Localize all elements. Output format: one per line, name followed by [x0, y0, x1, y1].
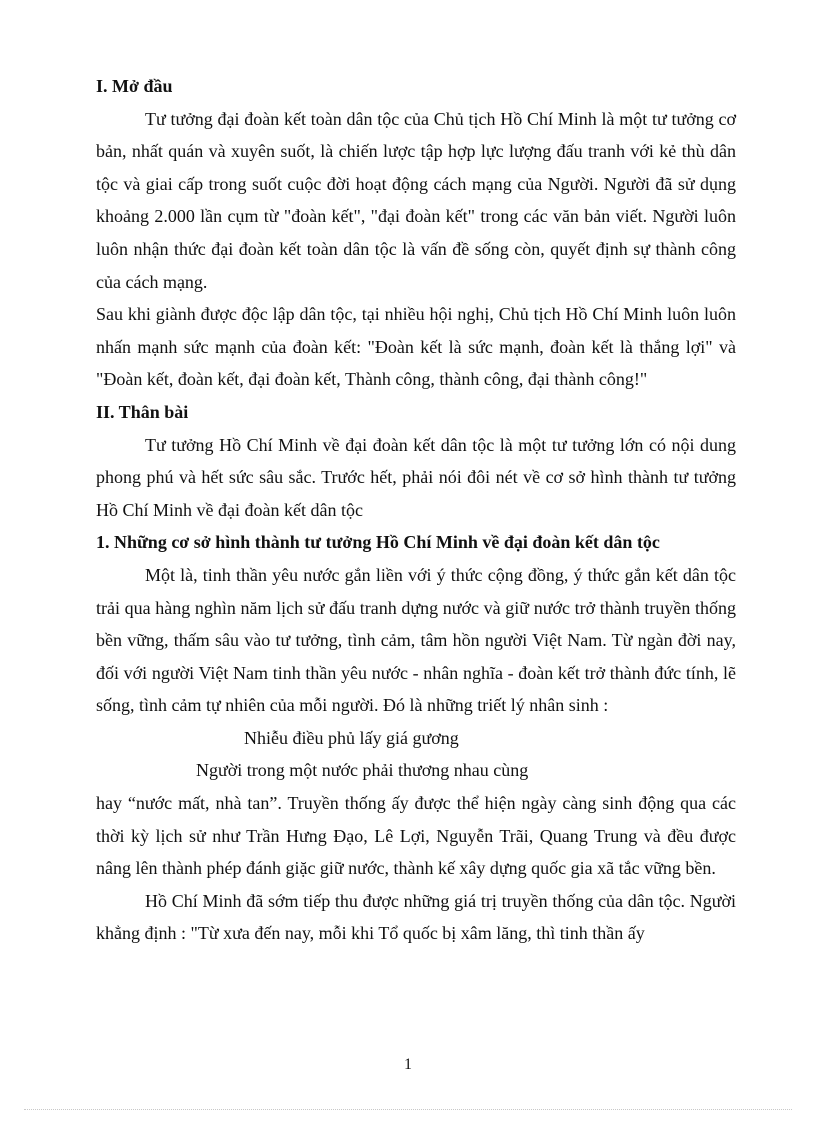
paragraph-intro-1: Tư tưởng đại đoàn kết toàn dân tộc của Chủ tịch Hồ Chí Minh là một tư tưởng cơ bản, nhất quán và xuyên suốt, là chiến lược tập hợp lực lượng đấu tranh với kẻ thù dân tộc và giai cấp trong suốt cuộc đời hoạt động cách mạng của Người. Người đã sử dụng khoảng 2.000 lần cụm từ "đoàn kết", "đại đoàn kết" trong các văn bản viết. Người luôn luôn nhận thức đại đoàn kết toàn dân tộc là vấn đề sống còn, quyết định sự thành công của cách mạng. — [96, 108, 736, 292]
paragraph-section-1-3: Hồ Chí Minh đã sớm tiếp thu được những giá trị truyền thống của dân tộc. Người khẳng định : "Từ xưa đến nay, mỗi khi Tổ quốc bị xâm lăng, thì tinh thần ấy — [96, 890, 736, 944]
paragraph-intro-2: Sau khi giành được độc lập dân tộc, tại nhiều hội nghị, Chủ tịch Hồ Chí Minh luôn luôn nhấn mạnh sức mạnh của đoàn kết: "Đoàn kết là sức mạnh, đoàn kết là thắng lợi" và "Đoàn kết, đoàn kết, đại đoàn kết, Thành công, thành công, đại thành công!" — [96, 304, 736, 390]
page-bottom-divider — [24, 1109, 792, 1110]
heading-body: II. Thân bài — [96, 401, 189, 422]
verse-line-2: Người trong một nước phải thương nhau cùng — [196, 760, 529, 781]
document-page — [96, 70, 736, 950]
heading-introduction: I. Mở đầu — [96, 76, 173, 96]
paragraph-section-1-2: hay “nước mất, nhà tan”. Truyền thống ấy được thể hiện ngày càng sinh động qua các thời kỳ lịch sử như Trần Hưng Đạo, Lê Lợi, Nguyễn Trãi, Quang Trung và đều được nâng lên thành phép đánh giặc giữ nước, thành kế xây dựng quốc gia xã tắc vững bền. — [96, 793, 736, 879]
heading-section-1: 1. Những cơ sở hình thành tư tưởng Hồ Chí Minh về đại đoàn kết dân tộc — [96, 532, 660, 553]
paragraph-section-1-1: Một là, tinh thần yêu nước gắn liền với ý thức cộng đồng, ý thức gắn kết dân tộc trải qua hàng nghìn năm lịch sử đấu tranh dựng nước và giữ nước trở thành truyền thống bền vững, thấm sâu vào tư tưởng, tình cảm, tâm hồn người Việt Nam. Từ ngàn đời nay, đối với người Việt Nam tinh thần yêu nước - nhân nghĩa - đoàn kết trở thành đức tính, lẽ sống, tình cảm tự nhiên của mỗi người. Đó là những triết lý nhân sinh : — [96, 564, 736, 716]
page-number: 1 — [404, 1056, 412, 1073]
paragraph-body-1: Tư tưởng Hồ Chí Minh về đại đoàn kết dân tộc là một tư tưởng lớn có nội dung phong phú và hết sức sâu sắc. Trước hết, phải nói đôi nét về cơ sở hình thành tư tưởng Hồ Chí Minh về đại đoàn kết dân tộc — [96, 434, 736, 520]
verse-line-1: Nhiễu điều phủ lấy giá gương — [244, 727, 459, 748]
